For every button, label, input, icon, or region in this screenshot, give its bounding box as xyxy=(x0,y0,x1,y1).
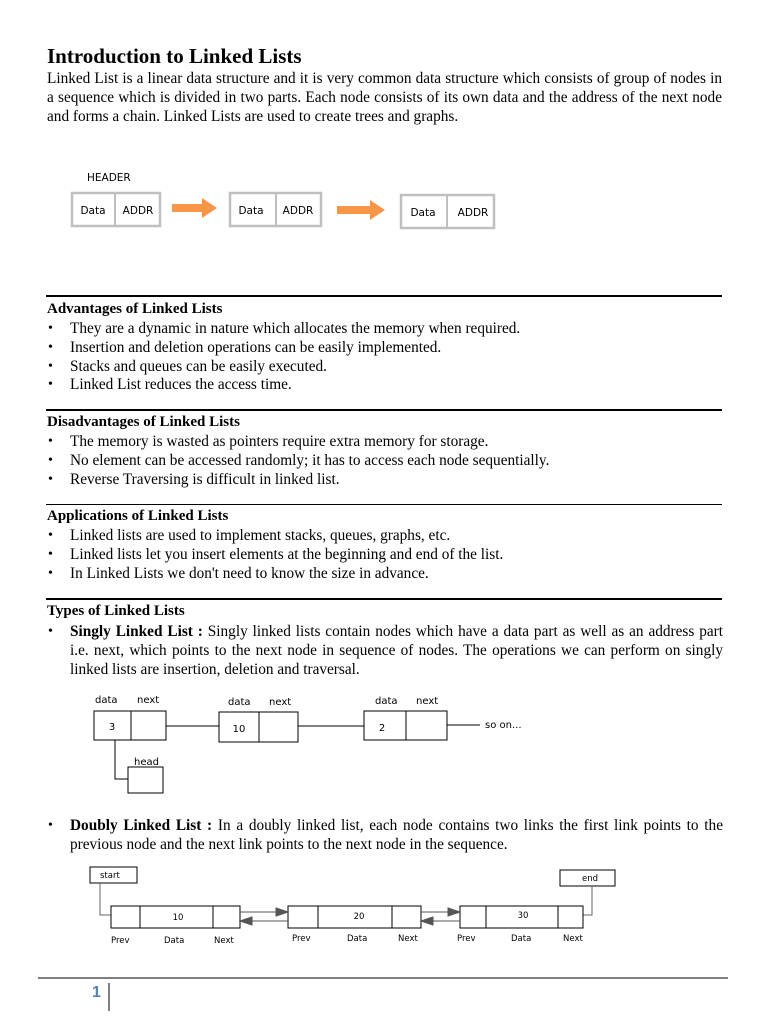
list-item: • Linked lists are used to implement stacks, queues, graphs, etc. xyxy=(47,527,723,546)
disadvantages-list xyxy=(47,433,723,489)
tail-label: so on... xyxy=(485,720,522,731)
types-heading: Types of Linked Lists xyxy=(47,603,185,619)
node-next-cell xyxy=(259,712,298,742)
applications-heading: Applications of Linked Lists xyxy=(47,508,229,524)
list-item: • Reverse Traversing is difficult in linked list. xyxy=(47,471,723,490)
node-value: 20 xyxy=(353,912,365,922)
head-box xyxy=(128,767,163,793)
header-node-data: Data xyxy=(238,205,264,217)
header-diagram xyxy=(60,165,510,240)
list-item: • Linked lists let you insert elements at the beginning and end of the list. xyxy=(47,546,723,565)
disadvantages-heading: Disadvantages of Linked Lists xyxy=(47,414,240,430)
prev-label: Prev xyxy=(111,936,130,946)
node-next-cell xyxy=(131,711,166,740)
node-next-cell xyxy=(406,711,447,740)
prev-label: Prev xyxy=(292,934,311,944)
singly-text: Singly linked lists contain nodes which have a data part as well as an address part i.e. next, which points to the next node in sequence of nodes. The operations we can perform on singly linked lists are insertion, deletion and traversal. xyxy=(70,623,724,678)
header-node-data: Data xyxy=(80,205,106,217)
advantages-list xyxy=(47,320,723,395)
orange-arrow-1 xyxy=(172,198,217,218)
node-value: 2 xyxy=(378,723,386,734)
node-next-cell xyxy=(392,906,421,928)
next-label: Next xyxy=(214,936,234,946)
list-item: • The memory is wasted as pointers require extra memory for storage. xyxy=(47,433,723,452)
footer-rule xyxy=(38,977,728,979)
data-label: data xyxy=(228,697,251,708)
data-label: Data xyxy=(164,936,185,946)
doubly-linked-list-item xyxy=(47,816,723,854)
node-prev-cell xyxy=(460,906,486,928)
applications-list xyxy=(47,527,723,583)
data-label: data xyxy=(95,695,118,706)
list-item: • In Linked Lists we don't need to know the size in advance. xyxy=(47,565,723,584)
list-item: • Stacks and queues can be easily executed. xyxy=(47,358,723,377)
header-label: HEADER xyxy=(87,172,131,184)
next-label: Next xyxy=(398,934,418,944)
data-label: data xyxy=(375,696,398,707)
next-label: next xyxy=(416,696,439,707)
node-next-cell xyxy=(558,906,583,928)
footer-divider xyxy=(108,983,110,1011)
doubly-text: In a doubly linked list, each node contains two links the first link points to the previous node and the next link points to the next node in the sequence. xyxy=(70,817,723,853)
list-item: • Linked List reduces the access time. xyxy=(47,376,723,395)
doubly-linked-list-diagram xyxy=(88,862,628,957)
bullet-icon: • xyxy=(48,818,53,833)
bullet-icon: • xyxy=(48,624,53,639)
list-item: • No element can be accessed randomly; it has to access each node sequentially. xyxy=(47,452,723,471)
list-item: • Insertion and deletion operations can be easily implemented. xyxy=(47,339,723,358)
page-title: Introduction to Linked Lists xyxy=(47,44,302,68)
start-label: start xyxy=(100,871,120,881)
head-label: head xyxy=(134,757,159,768)
header-node-3 xyxy=(401,195,494,228)
next-label: next xyxy=(137,695,160,706)
singly-label: Singly Linked List : xyxy=(70,623,203,640)
end-label: end xyxy=(582,874,599,884)
data-label: Data xyxy=(511,934,532,944)
section-divider xyxy=(46,295,722,297)
data-label: Data xyxy=(347,934,368,944)
orange-arrow-2 xyxy=(337,200,385,220)
node-prev-cell xyxy=(111,906,140,928)
node-value: 10 xyxy=(172,913,184,923)
doubly-label: Doubly Linked List : xyxy=(70,817,213,834)
node-value: 3 xyxy=(108,722,116,733)
singly-linked-list-item xyxy=(47,622,723,679)
node-value: 10 xyxy=(232,724,246,735)
prev-label: Prev xyxy=(457,934,476,944)
singly-linked-list-diagram xyxy=(88,690,548,800)
advantages-heading: Advantages of Linked Lists xyxy=(47,301,223,317)
header-node-addr: ADDR xyxy=(122,205,154,217)
node-prev-cell xyxy=(288,906,318,928)
next-label: next xyxy=(269,697,292,708)
section-divider xyxy=(46,504,722,505)
intro-paragraph: Linked List is a linear data structure and it is very common data structure which consists of group of nodes in a sequence which is divided in two parts. Each node consists of its own data and the address of the next node and forms a chain. Linked Lists are used to create trees and graphs. xyxy=(47,70,722,125)
section-divider xyxy=(46,598,722,600)
node-next-cell xyxy=(213,906,240,928)
header-node-addr: ADDR xyxy=(282,205,314,217)
next-label: Next xyxy=(563,934,583,944)
header-node-addr: ADDR xyxy=(457,207,489,219)
list-item: • They are a dynamic in nature which allocates the memory when required. xyxy=(47,320,723,339)
section-divider xyxy=(46,409,722,411)
node-value: 30 xyxy=(517,911,529,921)
header-node-data: Data xyxy=(410,207,436,219)
header-node-1 xyxy=(72,193,160,226)
page-number: 1 xyxy=(92,984,101,1001)
header-node-2 xyxy=(230,193,321,226)
